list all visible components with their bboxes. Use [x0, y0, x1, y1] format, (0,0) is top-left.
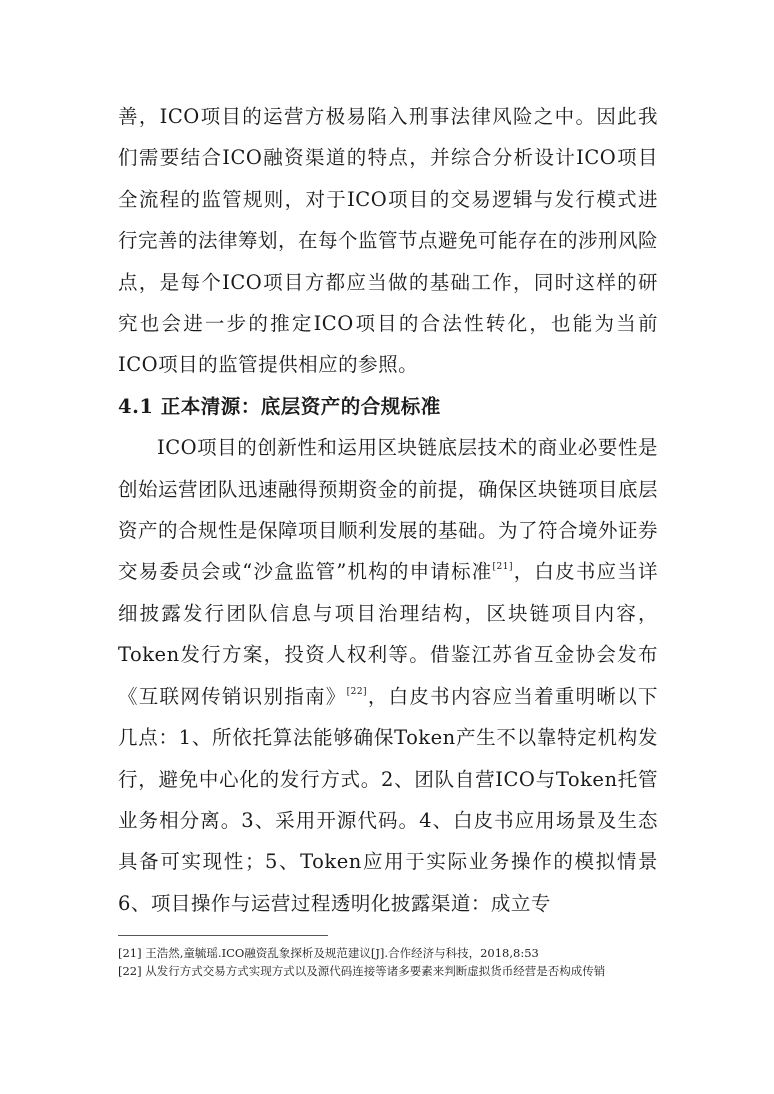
section-heading: 4.1 正本清源：底层资产的合规标准	[118, 394, 441, 418]
paragraph-body	[118, 427, 658, 924]
footnote-22: [22] 从发行方式交易方式实现方式以及源代码连接等诸多要素来判断虚拟货币经营是否构成传销	[118, 964, 606, 978]
paragraph-text-part-2: ，白皮书应当详细披露发行团队信息与项目治理结构，区块链项目内容，Token发行方案，投资人权利等。借鉴江苏省互金协会发布《互联网传销识别指南》	[118, 560, 658, 708]
footnote-ref-21[interactable]: [21]	[492, 562, 513, 573]
body-text	[118, 96, 658, 924]
footnote-divider	[118, 935, 328, 936]
footnotes	[118, 944, 658, 980]
paragraph-continued: 善，ICO项目的运营方极易陷入刑事法律风险之中。因此我们需要结合ICO融资渠道的特点，并综合分析设计ICO项目全流程的监管规则，对于ICO项目的交易逻辑与发行模式进行完善的法律筹划，在每个监管节点避免可能存在的涉刑风险点，是每个ICO项目方都应当做的基础工作，同时这样的研究也会进一步的推定ICO项目的合法性转化，也能为当前ICO项目的监管提供相应的参照。	[118, 105, 659, 377]
paragraph-text-part-3: ，白皮书内容应当着重明晰以下几点：1、所依托算法能够确保Token产生不以靠特定机构发行，避免中心化的发行方式。2、团队自营ICO与Token托管业务相分离。3、采用开源代码。4、白皮书应用场景及生态具备可实现性；5、Token应用于实际业务操作的模拟情景 6、项目操作与运营过程透明化披露渠道：成立专	[118, 684, 658, 915]
paragraph-text-part-1: ICO项目的创新性和运用区块链底层技术的商业必要性是创始运营团队迅速融得预期资金的前提，确保区块链项目底层资产的合规性是保障项目顺利发展的基础。为了符合境外证券交易委员会或“沙盒监管”机构的申请标准	[118, 436, 659, 584]
footnote-21: [21] 王浩然,童毓瑶.ICO融资乱象探析及规范建议[J].合作经济与科技，2018,8:53	[118, 946, 539, 960]
footnote-ref-22[interactable]: [22]	[346, 686, 368, 697]
